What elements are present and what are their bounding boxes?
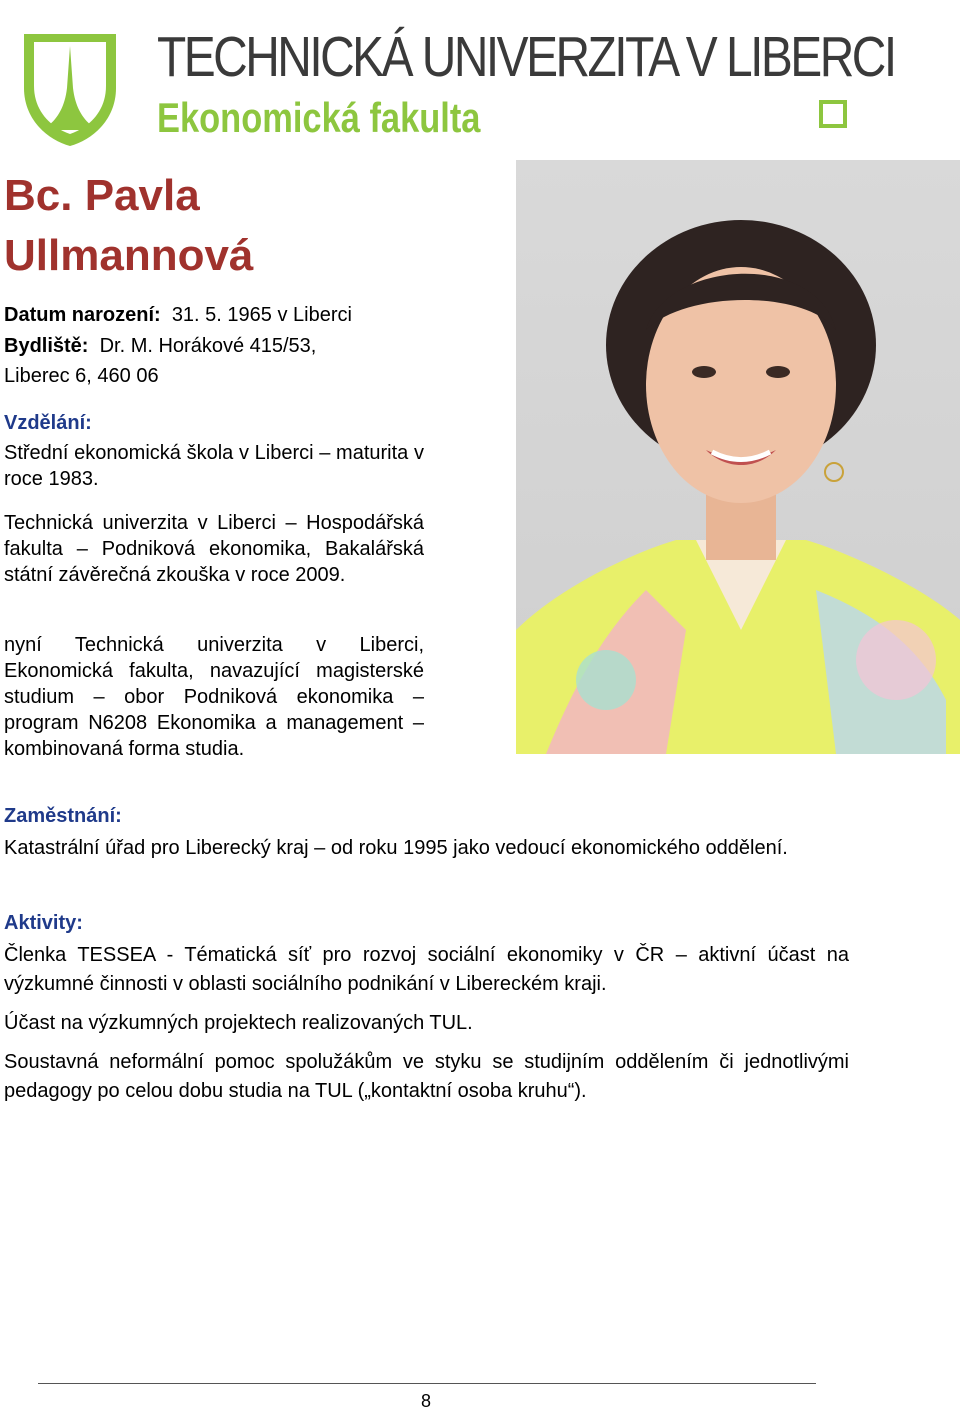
- residence-value-line1: Dr. M. Horákové 415/53,: [99, 335, 317, 357]
- employment-text: Katastrální úřad pro Liberecký kraj – od roku 1995 jako vedoucí ekonomického oddělení.: [4, 837, 788, 859]
- birth-value: 31. 5. 1965 v Liberci: [171, 304, 352, 326]
- page-number: 8: [420, 1391, 431, 1411]
- person-name-line1: Bc. Pavla: [4, 171, 200, 220]
- square-outline-icon: [819, 100, 847, 128]
- footer-divider: [38, 1383, 816, 1384]
- birth-row: [4, 302, 424, 328]
- university-logo: [20, 28, 120, 148]
- faculty-name: Ekonomická fakulta: [157, 94, 481, 141]
- person-name: [4, 166, 424, 286]
- university-name: TECHNICKÁ UNIVERZITA V LIBERCI: [157, 25, 895, 89]
- employment-heading: Zaměstnání:: [4, 805, 122, 827]
- education-item: Střední ekonomická škola v Liberci – maturita v roce 1983.: [4, 442, 424, 490]
- education-heading: Vzdělání:: [4, 412, 92, 434]
- portrait-photo-image: [516, 160, 960, 754]
- residence-value-line2: Liberec 6, 460 06: [4, 365, 159, 387]
- activities-heading: Aktivity:: [4, 912, 83, 934]
- activity-item: Členka TESSEA - Tématická síť pro rozvoj sociální ekonomiky v ČR – aktivní účast na výzkumné činnosti v oblasti sociálního podnikání v Libereckém kraji.: [4, 944, 849, 995]
- residence-row: [4, 333, 424, 389]
- activity-item: Účast na výzkumných projektech realizovaných TUL.: [4, 1012, 473, 1034]
- university-logo-icon: [20, 28, 120, 148]
- person-name-line2: Ullmannová: [4, 231, 254, 280]
- residence-label: Bydliště:: [4, 335, 89, 357]
- birth-label: Datum narození:: [4, 304, 161, 326]
- education-item: nyní Technická univerzita v Liberci, Ekonomická fakulta, navazující magisterské studium – obor Podniková ekonomika – program N6208 Ekonomika a management – kombinovaná forma studia.: [4, 634, 424, 760]
- activity-item: Soustavná neformální pomoc spolužákům ve styku se studijním oddělením či jednotlivými pedagogy po celou dobu studia na TUL („kontaktní osoba kruhu“).: [4, 1051, 849, 1102]
- portrait-photo: [516, 160, 960, 754]
- education-item: Technická univerzita v Liberci – Hospodářská fakulta – Podniková ekonomika, Bakalářská státní závěrečná zkouška v roce 2009.: [4, 512, 424, 586]
